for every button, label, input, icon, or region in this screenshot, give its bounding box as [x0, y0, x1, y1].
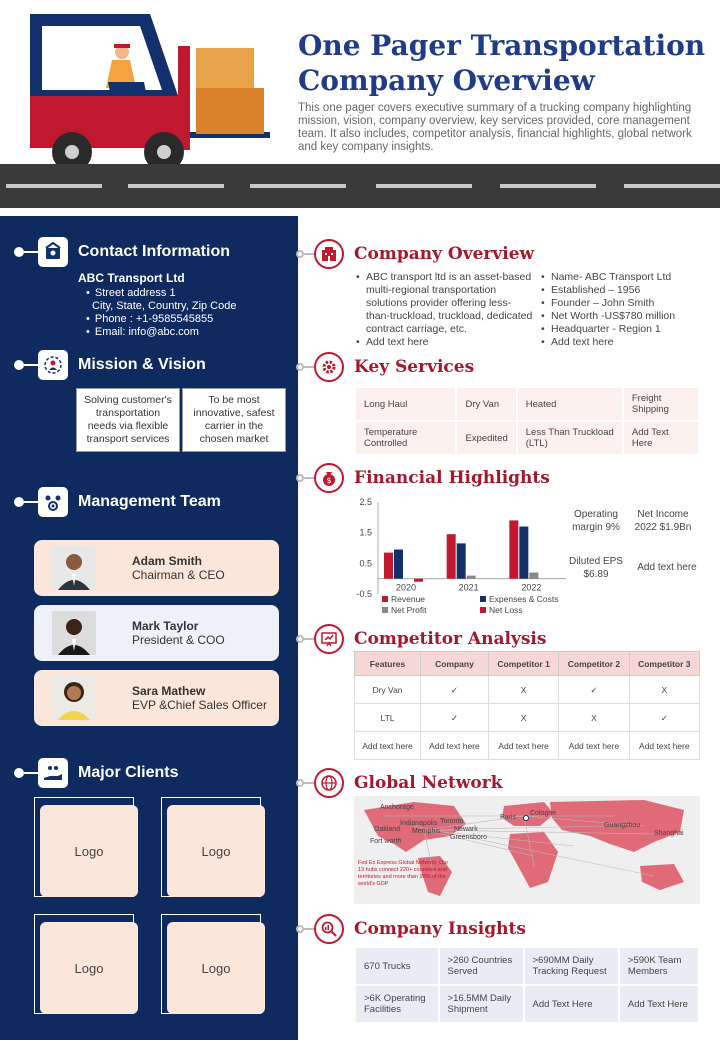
contact-details [78, 272, 236, 339]
x-tick-label: 2021 [458, 582, 479, 593]
management-heading: Management Team [78, 493, 221, 510]
insight-cell: Add Text Here [524, 985, 619, 1023]
service-cell: Temperature Controlled [355, 421, 456, 455]
overview-item: • ABC transport ltd is an asset-based multi-regional transportation solutions provider offering less-than-truckload, truckload, dedicated contract carriage, etc. [356, 271, 534, 336]
table-cell: Add text here [629, 732, 699, 760]
contact-heading: Contact Information [78, 243, 230, 260]
member-role: Chairman & CEO [132, 568, 225, 582]
map-city-label: Fort worth [370, 838, 402, 845]
globe-icon [314, 768, 344, 798]
timeline-connector [24, 501, 38, 503]
insight-cell: >590K Team Members [619, 947, 699, 985]
overview-fact: • Net Worth -US$780 million [541, 310, 706, 323]
analysis-board-icon [314, 624, 344, 654]
building-icon [314, 239, 344, 269]
services-heading: Key Services [354, 357, 475, 377]
table-cell: X [488, 676, 558, 704]
company-name: ABC Transport Ltd [78, 271, 185, 285]
team-gear-icon [38, 487, 68, 517]
financial-bar-chart [346, 494, 570, 620]
insights-table [354, 946, 700, 1024]
service-cell: Expedited [456, 421, 516, 455]
gear-wrench-icon [314, 352, 344, 382]
timeline-dot [14, 768, 24, 778]
map-city-label: Toronto [440, 818, 464, 825]
timeline-connector [24, 251, 38, 253]
service-cell: Long Haul [355, 387, 456, 421]
client-logo-placeholder: Logo [167, 922, 265, 1014]
clients-heading: Major Clients [78, 764, 179, 781]
map-city-label: Oakland [374, 826, 401, 833]
column-header: Features [355, 652, 421, 676]
table-cell: Dry Van [355, 676, 421, 704]
table-cell: X [488, 704, 558, 732]
target-person-icon [38, 350, 68, 380]
contact-email: • Email: info@abc.com [86, 326, 236, 339]
table-cell: ✓ [629, 704, 699, 732]
chart-bar [529, 573, 538, 579]
timeline-dot [296, 474, 304, 482]
map-city-label: Shanghai [654, 830, 684, 837]
table-cell: X [559, 704, 629, 732]
vision-box: To be most innovative, safest carrier in the chosen market [182, 388, 286, 452]
map-caption: Fed Ex Express Global Network: Our 13 hubs connect 220+ countries and territories and more than 99% of the world's GDP [358, 860, 449, 887]
legend-swatch [480, 596, 486, 602]
service-cell: Heated [517, 387, 623, 421]
client-logo-placeholder: Logo [167, 805, 265, 897]
service-cell: Add Text Here [623, 421, 699, 455]
contact-phone: • Phone : +1-9585545855 [86, 313, 236, 326]
map-city-label: Greensboro [450, 834, 487, 841]
insight-cell: >16.5MM Daily Shipment [439, 985, 524, 1023]
timeline-connector [304, 782, 314, 784]
contact-icon [38, 237, 68, 267]
timeline-connector [304, 477, 314, 479]
table-row [355, 387, 699, 421]
mission-box: Solving customer's transportation needs via flexible transport services [76, 388, 180, 452]
timeline-dot [14, 247, 24, 257]
road-dash [500, 184, 596, 188]
table-row [355, 676, 700, 704]
road-dash [376, 184, 472, 188]
x-tick-label: 2022 [521, 582, 542, 593]
network-heading: Global Network [354, 773, 503, 793]
chart-bar [447, 534, 456, 578]
competitor-table [354, 651, 700, 760]
timeline-connector [304, 928, 314, 930]
chart-bar [467, 576, 476, 579]
insight-cell: 670 Trucks [355, 947, 439, 985]
competitor-section-header [296, 624, 546, 654]
legend-swatch [480, 607, 486, 613]
legend-label: Expenses & Costs [489, 594, 559, 604]
competitor-heading: Competitor Analysis [354, 629, 547, 649]
service-cell: Freight Shipping [623, 387, 699, 421]
table-cell: Add text here [488, 732, 558, 760]
map-city-label: Cologne [530, 810, 557, 817]
services-table [354, 386, 700, 456]
road-dash [6, 184, 102, 188]
timeline-connector [304, 638, 314, 640]
net-income-stat: Net Income 2022 $1.9Bn [634, 509, 692, 533]
y-tick-label: 2.5 [359, 497, 372, 507]
chart-bar [394, 550, 403, 579]
overview-fact: • Add text here [541, 336, 706, 349]
member-name: Sara Mathew [132, 684, 206, 698]
avatar [52, 676, 96, 720]
insight-cell: >260 Countries Served [439, 947, 524, 985]
column-header: Competitor 3 [629, 652, 699, 676]
diluted-eps-stat: Diluted EPS $6.89 [569, 556, 623, 580]
map-city-label: Newark [454, 826, 478, 833]
network-section-header [296, 768, 503, 798]
avatar [52, 546, 96, 590]
services-section-header [296, 352, 474, 382]
timeline-connector [24, 364, 38, 366]
timeline-dot [296, 925, 304, 933]
chart-bar [384, 553, 393, 579]
insight-cell: Add Text Here [619, 985, 699, 1023]
y-tick-label: 1.5 [359, 527, 372, 538]
road-dash [624, 184, 720, 188]
x-tick-label: 2020 [395, 582, 417, 593]
timeline-dot [296, 635, 304, 643]
timeline-dot [296, 363, 304, 371]
hand-people-icon [38, 758, 68, 788]
financial-section-header [296, 463, 550, 493]
financial-add-text: Add text here [637, 562, 697, 573]
column-header: Competitor 1 [488, 652, 558, 676]
overview-fact: • Founder – John Smith [541, 297, 706, 310]
table-header-row [355, 652, 700, 676]
map-city-label: Guangzhou [604, 822, 641, 829]
member-role: EVP &Chief Sales Officer [132, 698, 267, 712]
insight-cell: >6K Operating Facilities [355, 985, 439, 1023]
financial-heading: Financial Highlights [354, 468, 550, 488]
road-dash [250, 184, 346, 188]
table-cell: ✓ [421, 676, 489, 704]
table-row [355, 421, 699, 455]
overview-fact: • Headquarter - Region 1 [541, 323, 706, 336]
insight-cell: >690MM Daily Tracking Request [524, 947, 619, 985]
road-dash [128, 184, 224, 188]
table-cell: ✓ [559, 676, 629, 704]
table-row [355, 985, 699, 1023]
timeline-connector [304, 253, 314, 255]
chart-bar [509, 520, 518, 578]
member-name: Mark Taylor [132, 619, 199, 633]
table-cell: Add text here [559, 732, 629, 760]
client-logo-placeholder: Logo [40, 805, 138, 897]
table-row [355, 704, 700, 732]
timeline-dot [14, 360, 24, 370]
column-header: Competitor 2 [559, 652, 629, 676]
overview-item: • Add text here [356, 336, 534, 349]
clients-section-header [14, 758, 178, 788]
page-subtitle: This one pager covers executive summary of a trucking company highlighting mission, vision, company overview, key services provided, core management team. It also includes, competitor analysis, financial highlights, global network and key company insights. [298, 102, 692, 153]
map-city-label: Anchorage [380, 804, 414, 811]
overview-facts [541, 271, 706, 349]
chart-bar [457, 543, 466, 578]
timeline-dot [14, 497, 24, 507]
mission-heading: Mission & Vision [78, 356, 206, 373]
timeline-dot [296, 250, 304, 258]
timeline-connector [24, 772, 38, 774]
team-member-card [34, 670, 279, 726]
legend-label: Revenue [391, 594, 426, 604]
legend-label: Net Loss [489, 605, 523, 615]
map-city-label: Indianapolis [400, 820, 438, 827]
service-cell: Dry Van [456, 387, 516, 421]
avatar [52, 611, 96, 655]
legend-swatch [382, 607, 388, 613]
mission-section-header [14, 350, 206, 380]
chart-bar [519, 527, 528, 579]
legend-swatch [382, 596, 388, 602]
column-header: Company [421, 652, 489, 676]
table-row [355, 732, 700, 760]
overview-fact: • Established – 1956 [541, 284, 706, 297]
table-cell: X [629, 676, 699, 704]
forklift-truck-illustration [0, 0, 300, 180]
map-city-label: Memphis [412, 828, 441, 835]
y-tick-label: 0.5 [359, 558, 372, 569]
contact-city: City, State, Country, Zip Code [92, 300, 237, 312]
table-row [355, 947, 699, 985]
overview-section-header [296, 239, 534, 269]
member-name: Adam Smith [132, 554, 203, 568]
magnifier-chart-icon [314, 914, 344, 944]
table-cell: LTL [355, 704, 421, 732]
table-cell: ✓ [421, 704, 489, 732]
svg-text:$: $ [326, 476, 332, 485]
world-network-map [354, 796, 700, 904]
overview-description [356, 271, 534, 349]
client-logo-placeholder: Logo [40, 922, 138, 1014]
overview-heading: Company Overview [354, 244, 535, 264]
money-bag-icon [314, 463, 344, 493]
timeline-dot [296, 779, 304, 787]
road-graphic [0, 164, 720, 208]
operating-margin-stat: Operating margin 9% [572, 509, 620, 533]
y-tick-label: -0.5 [356, 589, 372, 599]
overview-fact: • Name- ABC Transport Ltd [541, 271, 706, 284]
table-cell: Add text here [421, 732, 489, 760]
legend-label: Net Profit [391, 605, 427, 615]
map-city-label: Paris [500, 814, 516, 821]
management-section-header [14, 487, 221, 517]
insights-heading: Company Insights [354, 919, 526, 939]
contact-section-header [14, 237, 230, 267]
member-role: President & COO [132, 633, 225, 647]
timeline-connector [304, 366, 314, 368]
table-cell: Add text here [355, 732, 421, 760]
page-title: One Pager Transportation Company Overview [298, 29, 706, 97]
team-member-card [34, 540, 279, 596]
chart-bar [414, 579, 423, 582]
contact-street: • Street address 1 [86, 287, 236, 300]
insights-section-header [296, 914, 526, 944]
team-member-card [34, 605, 279, 661]
service-cell: Less Than Truckload (LTL) [517, 421, 623, 455]
